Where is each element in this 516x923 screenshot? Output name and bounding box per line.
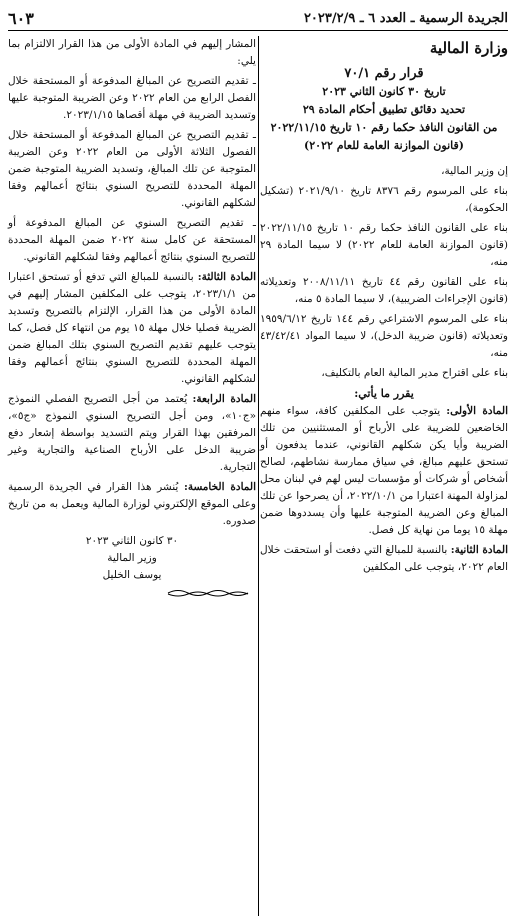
article-4-text: يُعتمد من أجل التصريح الفصلي النموذج «ج١٠»، ومن أجل التصريح السنوي النموذج «ج٥»، المرفقين بهذا القرار ويتم التسديد بواسطة إشعار دفع ضريبة الدخل على الأرباح الصناعية والتجارية وغير التجارية. [8,393,256,473]
article-3-text: بالنسبة للمبالغ التي تدفع أو تستحق اعتبارا من ٢٠٢٣/١/١، يتوجب على المكلفين المشار إليهم في المادة الأولى من هذا القرار، الإلتزام بالتصريح وتسديد الضريبة فصليا خلال مهلة ١٥ يوم من انتهاء كل فصل، كما يتوجب عليهم تقديم التصريح السنوي بتلك المبالغ ضمن المهلة المحددة للتصريح السنوي بنتائج أعمالهم وفقا لشكلهم القانوني. [8,271,256,385]
preamble-decree-144: بناء على المرسوم الاشتراعي رقم ١٤٤ تاريخ ١٩٥٩/٦/١٢ وتعديلاته (قانون ضريبة الدخل)، لا سيما المواد ٤٣/٤٢/٤١ منه، [260,313,508,359]
article-2-label: المادة الثانية: [450,544,508,556]
article-3 [8,269,256,388]
gazette-issue-title: الجريدة الرسمية ـ العدد ٦ ـ ٢٠٢٣/٢/٩ [303,10,508,26]
preamble-proposal: بناء على اقتراح مدير المالية العام بالتكليف، [321,367,508,379]
article-2-continued: المشار إليهم في المادة الأولى من هذا القرار الالتزام بما يلي: [8,38,256,67]
article-2-item-1: ـ تقديم التصريح عن المبالغ المدفوعة أو المستحقة خلال الفصل الرابع من العام ٢٠٢٢ وعن الضريبة المتوجبة عليها وتسديد الضريبة في مهلة أقصاها ٢٠٢٣/١/١٥. [8,75,256,121]
article-3-label: المادة الثالثة: [197,271,256,283]
preamble-decree-8376: بناء على المرسوم رقم ٨٣٧٦ تاريخ ٢٠٢١/٩/١٠ (تشكيل الحكومة)، [260,185,508,214]
article-2-item-2: ـ تقديم التصريح عن المبالغ المدفوعة أو المستحقة خلال الفصول الثلاثة الأولى من العام ٢٠٢٢ وعن الضريبة المتوجبة عن تلك المبالغ، وتسديد الضريبة المتوجبة ضمن المهلة المحددة للتصريح السنوي بنتائج أعمالهم وفقا لشكلهم القانوني. [8,129,256,209]
signature-date: ٣٠ كانون الثاني ٢٠٢٣ [85,535,179,547]
article-5-text: يُنشر هذا القرار في الجريدة الرسمية وعلى الموقع الإلكتروني لوزارة المالية ويعمل به من تاريخ صدوره. [8,481,256,527]
article-4-label: المادة الرابعة: [192,393,256,405]
signature-title: وزير المالية [107,552,157,564]
decision-subject-line-1: تحديد دقائق تطبيق أحكام المادة ٢٩ [302,103,466,116]
decision-subject-line-2: من القانون النافذ حكما رقم ١٠ تاريخ ٢٠٢٢/١١/١٥ [270,121,498,134]
preamble-law-10: بناء على القانون النافذ حكما رقم ١٠ تاريخ ٢٠٢٢/١١/١٥ (قانون الموازنة العامة للعام ٢٠٢٢) لا سيما المادة ٢٩ منه، [260,222,508,268]
article-5 [8,479,256,530]
article-1 [260,403,508,539]
article-1-label: المادة الأولى: [446,405,508,417]
page-header [8,6,508,31]
column-divider [258,36,259,916]
article-4 [8,391,256,476]
article-2-text: بالنسبة للمبالغ التي دفعت أو استحقت خلال العام ٢٠٢٢، يتوجب على المكلفين [259,544,508,573]
article-5-label: المادة الخامسة: [183,481,256,493]
decides-heading: يقرر ما يأتي: [354,387,414,400]
decision-date: تاريخ ٣٠ كانون الثاني ٢٠٢٣ [322,85,446,98]
article-2 [260,542,508,576]
right-column [260,36,508,579]
article-2-item-3: ـ تقديم التصريح السنوي عن المبالغ المدفوعة أو المستحقة عن كامل سنة ٢٠٢٢ ضمن المهلة المحددة للتصريح السنوي بنتائج أعمالهم وفقا لشكلهم القانوني. [8,217,256,263]
preamble-law-44: بناء على القانون رقم ٤٤ تاريخ ٢٠٠٨/١١/١١ وتعديلاته (قانون الإجراءات الضريبية)، لا سيما المادة ٥ منه، [260,276,508,305]
ministry-title: وزارة المالية [429,39,508,57]
decision-number: قرار رقم ٧٠/١ [344,66,424,81]
decision-subject-line-3: (قانون الموازنة العامة للعام ٢٠٢٢) [304,139,464,152]
left-column [8,36,256,604]
page-number: ٦٠٣ [8,8,34,28]
article-1-text: يتوجب على المكلفين كافة، سواء منهم الخاضعين للضريبة على الأرباح أو المستثنيين من تلك الضريبة وأيا يكن شكلهم القانوني، عندما يدفعون أو تستحق عليهم مبالغ، في سياق ممارسة نشاطهم، لصالح أشخاص أو شركات أو مؤسسات ليس لهم في لبنان محل لمزاولة المهنة اعتبارا من ٢٠٢٢/١٠/١، أن يصرحوا عن تلك المبالغ وعن الضريبة المتوجبة عليها وأن يسددوها ضمن مهلة ١٥ يوما من نهاية كل فصل. [260,405,508,536]
end-ornament [166,588,256,598]
signature-name: يوسف الخليل [102,569,162,581]
preamble-minister: إن وزير المالية، [441,165,508,177]
